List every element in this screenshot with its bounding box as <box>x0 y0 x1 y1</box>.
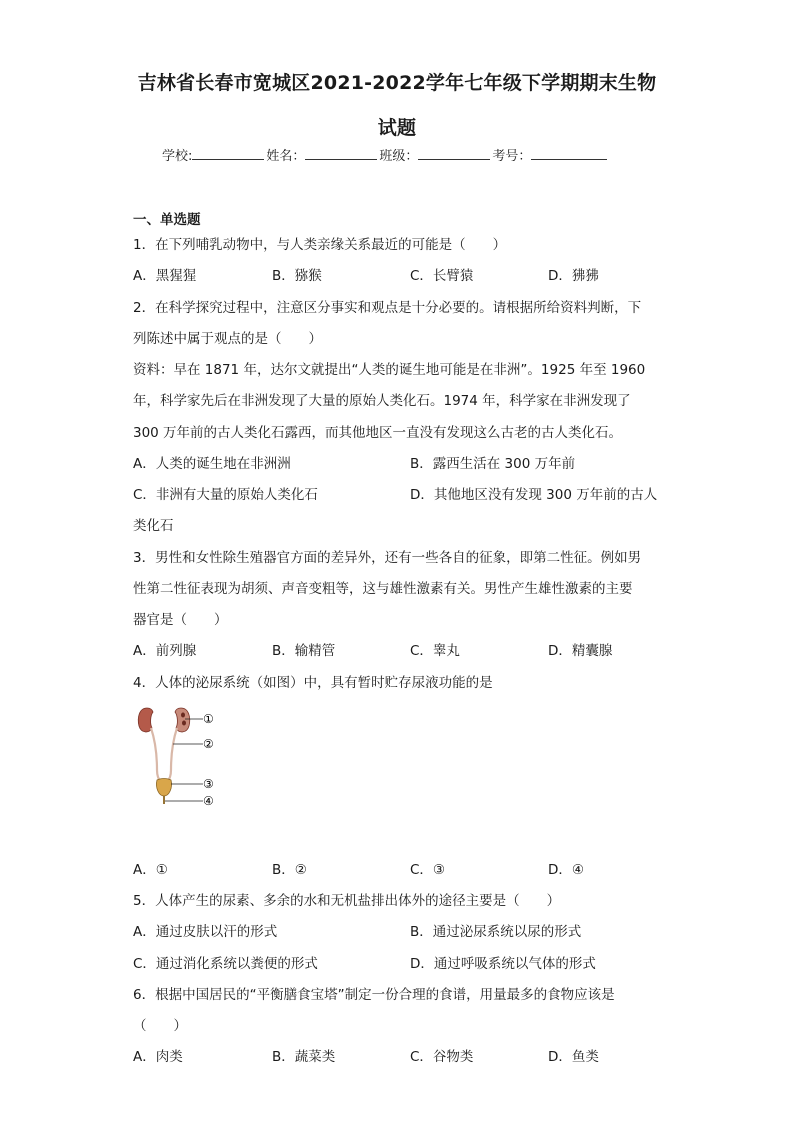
q3-option-d: D．精囊腺 <box>548 643 613 659</box>
q3-option-a: A．前列腺 <box>133 643 197 659</box>
q2-option-d: D．其他地区没有发现 300 万年前的古人 <box>410 487 658 503</box>
question-2-stem-line1: 2．在科学探究过程中，注意区分事实和观点是十分必要的。请根据所给资料判断，下 <box>133 300 642 316</box>
q5-option-d: D．通过呼吸系统以气体的形式 <box>410 956 596 972</box>
right-ureter <box>167 728 177 782</box>
number-blank <box>531 147 607 160</box>
figure-label-1: ① <box>203 712 214 726</box>
q6-option-a: A．肉类 <box>133 1049 183 1065</box>
class-label: 班级： <box>379 149 419 164</box>
name-label: 姓名： <box>266 149 306 164</box>
question-6-stem-line2: （ ） <box>133 1018 187 1034</box>
section-heading: 一、单选题 <box>133 212 201 228</box>
q6-option-b: B．蔬菜类 <box>272 1049 336 1065</box>
q1-option-a: A．黑猩猩 <box>133 268 197 284</box>
question-2-stem-line2: 列陈述中属于观点的是（ ） <box>133 331 322 347</box>
kidney-detail-2 <box>182 721 186 726</box>
q2-option-a: A．人类的诞生地在非洲洲 <box>133 456 291 472</box>
q2-option-b: B．露西生活在 300 万年前 <box>410 456 576 472</box>
q1-option-c: C．长臂猿 <box>410 268 474 284</box>
question-1-stem: 1．在下列哺乳动物中，与人类亲缘关系最近的可能是（ ） <box>133 237 507 253</box>
q5-option-b: B．通过泌尿系统以尿的形式 <box>410 924 582 940</box>
q2-material-line3: 300 万年前的古人类化石露西，而其他地区一直没有发现这么古老的古人类化石。 <box>133 425 623 441</box>
question-4-stem: 4．人体的泌尿系统（如图）中，具有暂时贮存尿液功能的是 <box>133 675 493 691</box>
q2-material-line2: 年，科学家先后在非洲发现了大量的原始人类化石。1974 年，科学家在非洲发现了 <box>133 393 631 409</box>
figure-label-3: ③ <box>203 777 214 791</box>
q4-option-b: B．② <box>272 862 307 878</box>
kidney-detail-1 <box>181 713 185 718</box>
q2-material-line1: 资料：早在 1871 年，达尔文就提出“人类的诞生地可能是在非洲”。1925 年至 1960 <box>133 362 646 378</box>
exam-title-line2: 试题 <box>377 117 417 139</box>
bladder-icon <box>156 779 171 797</box>
q3-option-c: C．睾丸 <box>410 643 460 659</box>
name-blank <box>305 147 377 160</box>
q2-option-c: C．非洲有大量的原始人类化石 <box>133 487 318 503</box>
q6-option-c: C．谷物类 <box>410 1049 474 1065</box>
q4-option-c: C．③ <box>410 862 446 878</box>
q1-option-d: D．狒狒 <box>548 268 599 284</box>
q4-option-a: A．① <box>133 862 168 878</box>
urinary-system-figure <box>133 700 233 810</box>
q5-option-a: A．通过皮肤以汗的形式 <box>133 924 278 940</box>
class-blank <box>418 147 490 160</box>
number-label: 考号： <box>492 149 532 164</box>
school-label: 学校: <box>162 149 193 164</box>
q3-option-b: B．输精管 <box>272 643 336 659</box>
figure-label-4: ④ <box>203 794 214 808</box>
question-3-stem-line3: 器官是（ ） <box>133 612 228 628</box>
question-5-stem: 5．人体产生的尿素、多余的水和无机盐排出体外的途径主要是（ ） <box>133 893 561 909</box>
q4-option-d: D．④ <box>548 862 584 878</box>
school-blank <box>192 147 264 160</box>
question-3-stem-line1: 3．男性和女性除生殖器官方面的差异外，还有一些各自的征象，即第二性征。例如男 <box>133 550 642 566</box>
exam-title-line1: 吉林省长春市宽城区2021-2022学年七年级下学期期末生物 <box>137 72 657 94</box>
q2-option-d-continued: 类化石 <box>133 518 174 534</box>
q5-option-c: C．通过消化系统以粪便的形式 <box>133 956 318 972</box>
q1-option-b: B．猕猴 <box>272 268 322 284</box>
question-3-stem-line2: 性第二性征表现为胡须、声音变粗等，这与雄性激素有关。男性产生雄性激素的主要 <box>133 581 633 597</box>
q6-option-d: D．鱼类 <box>548 1049 599 1065</box>
student-info-row <box>162 145 609 164</box>
figure-label-2: ② <box>203 737 214 751</box>
left-ureter <box>151 728 161 782</box>
question-6-stem-line1: 6．根据中国居民的“平衡膳食宝塔”制定一份合理的食谱，用量最多的食物应该是 <box>133 987 615 1003</box>
